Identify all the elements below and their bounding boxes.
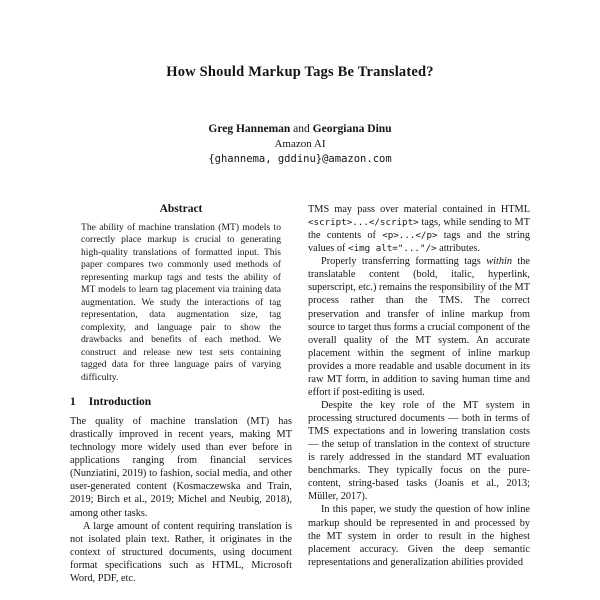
- email-line: {ghannema, gddinu}@amazon.com: [208, 153, 392, 165]
- intro-paragraph-2: A large amount of content requiring translation is not isolated plain text. Rather, it originates in the context of structured documents, using document format specifications such as HTML, Microsoft Word, PDF, etc.: [70, 520, 292, 584]
- right-paragraph-3: Despite the key role of the MT system in processing structured documents — both in terms of TMS expectations and in lowering translation costs — the setup of translation in the context of structure is rarely addressed in the standard MT evaluation benchmarks. They typically focus on the pure-content, string-based tasks (Joanis et al., 2013; Müller, 2017).: [308, 399, 530, 503]
- abstract-text: The ability of machine translation (MT) models to correctly place markup is crucial to generating high-quality translations of formatted input. This paper compares two commonly used methods of representing markup tags and tests the ability of MT models to learn tag placement via training data augmentation. We study the interactions of tag representation, data augmentation size, tag complexity, and language pair to show the drawbacks and benefits of each method. We construct and release new test sets containing tagged data for three language pairs of varying difficulty.: [81, 222, 281, 383]
- emphasis-within: within: [486, 256, 512, 268]
- text-segment: TMS may pass over material contained in HTML: [308, 204, 530, 215]
- intro-paragraph-1: The quality of machine translation (MT) has drastically improved in recent years, making MT technology more widely used than ever before in applications ranging from financial services (Nunziatini, 2019) to fashion, social media, and other user-generated content (Kosmaczewska and Train, 2019; Birch et al., 2019; Michel and Neubig, 2018), among other tasks.: [70, 416, 292, 519]
- right-column: [308, 203, 530, 585]
- text-segment: attributes.: [436, 243, 481, 255]
- section-1-heading: [70, 396, 292, 408]
- section-title: Introduction: [88, 396, 152, 409]
- section-number: 1: [70, 396, 76, 409]
- author-2: Georgiana Dinu: [312, 123, 392, 135]
- left-column: [70, 203, 292, 585]
- right-paragraph-1: [308, 203, 530, 255]
- code-script-tag: <script>...</script>: [308, 217, 419, 229]
- author-separator: and: [293, 123, 310, 135]
- right-paragraph-4: In this paper, we study the question of how inline markup should be represented in and processed by the MT system in order to result in the highest placement accuracy. Given the deep semantic representations and generalization abilities provided: [308, 504, 530, 568]
- text-segment: tags and the string values of: [308, 230, 530, 255]
- author-1: Greg Hanneman: [208, 123, 291, 135]
- code-p-tag: <p>...</p>: [382, 230, 438, 242]
- text-segment: Properly transferring formatting tags: [321, 256, 487, 268]
- text-segment: the translatable content (bold, italic, hyperlink, superscript, etc.) remains the responsibility of the MT process rather than the TMS. The correct preservation and transfer of inline markup from source to target thus forms a crucial component of the overall quality of the MT system. An accurate placement within the segment of inline markup provides a more readable and usable document in its raw MT form, in addition to saving human time and effort if post-editing is used.: [308, 256, 531, 398]
- affiliation: Amazon AI: [274, 138, 326, 150]
- author-line: [70, 123, 530, 135]
- right-paragraph-2: [308, 255, 530, 399]
- code-img-tag: <img alt="..."/>: [348, 243, 437, 255]
- text-segment: tags, while sending to MT the contents of: [308, 217, 530, 242]
- paper-title: How Should Markup Tags Be Translated?: [166, 64, 434, 80]
- abstract-heading: Abstract: [159, 203, 203, 215]
- two-column-body: [70, 203, 530, 585]
